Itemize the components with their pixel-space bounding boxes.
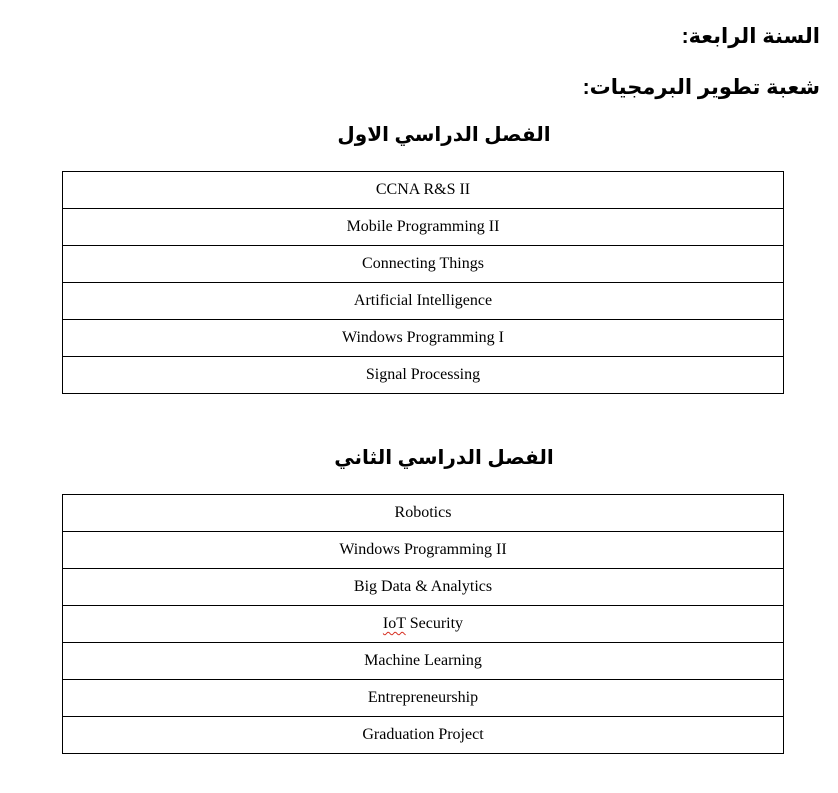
table-row	[63, 172, 784, 209]
table-row	[63, 606, 784, 643]
course-cell: Mobile Programming II	[63, 209, 784, 246]
table-row	[63, 209, 784, 246]
course-cell: Windows Programming II	[63, 532, 784, 569]
second-semester-course-table	[62, 494, 784, 754]
first-semester-course-table	[62, 171, 784, 394]
course-cell: Artificial Intelligence	[63, 283, 784, 320]
table-row	[63, 569, 784, 606]
table-row	[63, 495, 784, 532]
table-row	[63, 680, 784, 717]
spellcheck-flagged-word: IoT	[382, 615, 406, 632]
first-semester-title: الفصل الدراسي الاول	[337, 124, 551, 146]
course-cell: Entrepreneurship	[63, 680, 784, 717]
year-heading: السنة الرابعة:	[681, 25, 820, 48]
table-row	[63, 717, 784, 754]
course-cell	[63, 606, 784, 643]
course-cell: Windows Programming I	[63, 320, 784, 357]
course-cell: Big Data & Analytics	[63, 569, 784, 606]
table-row	[63, 643, 784, 680]
table-row	[63, 320, 784, 357]
track-heading: شعبة تطوير البرمجيات:	[582, 76, 820, 99]
table-row	[63, 357, 784, 394]
table-row	[63, 532, 784, 569]
course-cell: Connecting Things	[63, 246, 784, 283]
course-cell: Machine Learning	[63, 643, 784, 680]
course-cell-text: Security	[405, 615, 464, 632]
course-cell: CCNA R&S II	[63, 172, 784, 209]
table-row	[63, 246, 784, 283]
course-cell: Robotics	[63, 495, 784, 532]
course-cell: Signal Processing	[63, 357, 784, 394]
course-cell: Graduation Project	[63, 717, 784, 754]
second-semester-title: الفصل الدراسي الثاني	[334, 447, 554, 469]
table-row	[63, 283, 784, 320]
